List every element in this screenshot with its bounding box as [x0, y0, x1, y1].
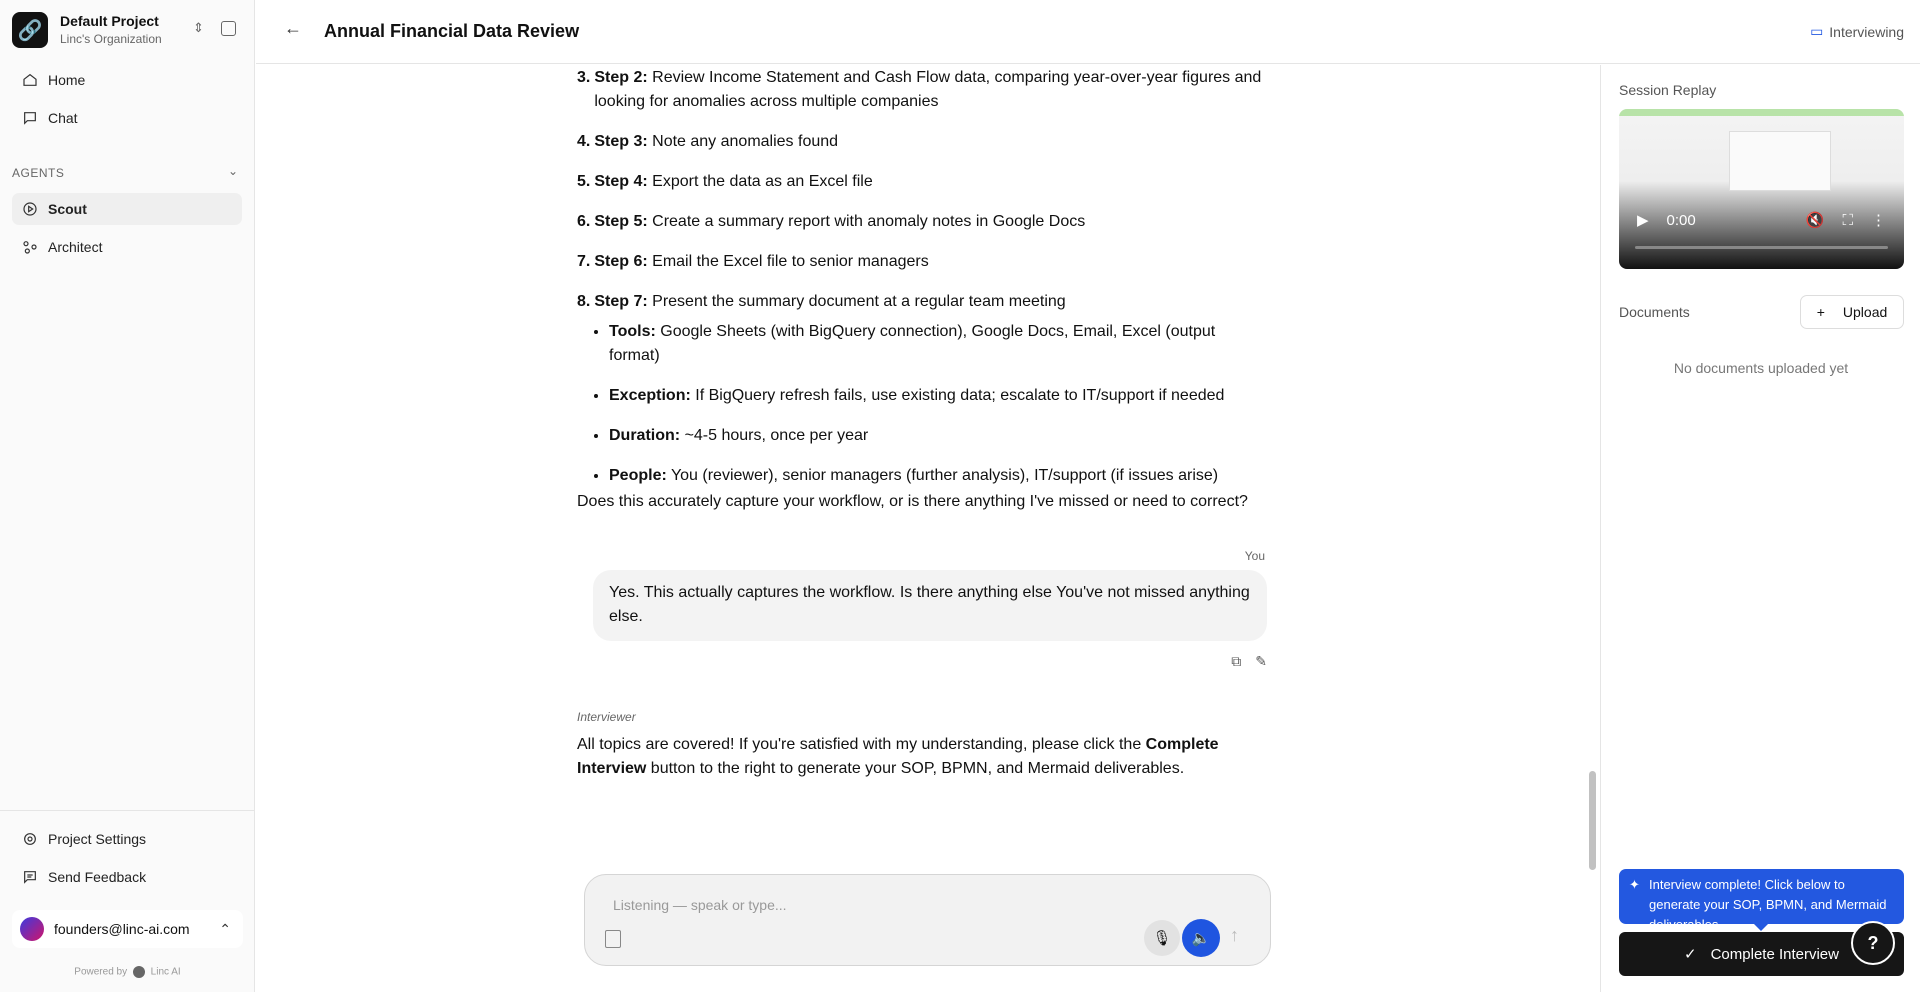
video-thumb-tabbar: [1619, 109, 1904, 116]
linc-logo-icon: [133, 966, 145, 978]
detail-item: [609, 320, 1267, 368]
chat-transcript: [577, 66, 1267, 781]
powered-by: [0, 966, 255, 978]
detail-text: If BigQuery refresh fails, use existing data; escalate to IT/support if needed: [695, 387, 1225, 404]
reply-pre: All topics are covered! If you're satisfied with my understanding, please click the: [577, 736, 1146, 753]
step-label: Step 7:: [594, 293, 648, 310]
detail-text: You (reviewer), senior managers (further analysis), IT/support (if issues arise): [670, 467, 1219, 484]
message-input-box[interactable]: [584, 874, 1271, 966]
agents-heading: AGENTS: [12, 166, 65, 180]
interviewer-message: [577, 733, 1267, 781]
step-item: [577, 210, 1267, 234]
help-question-icon: ?: [1867, 932, 1879, 953]
step-item: [577, 250, 1267, 274]
divider: [0, 810, 255, 811]
avatar: [20, 917, 44, 941]
chat-icon: [22, 110, 38, 126]
video-thumb-document: [1729, 131, 1831, 191]
workflow-icon: [22, 239, 38, 255]
powered-by-label: Powered by: [74, 966, 128, 978]
image-attach-icon[interactable]: [605, 930, 621, 948]
video-time: 0:00: [1666, 211, 1696, 229]
step-number: 6.: [577, 213, 591, 230]
sidebar-item-architect[interactable]: [12, 231, 242, 263]
feedback-label: Send Feedback: [48, 869, 147, 885]
step-item: [577, 170, 1267, 194]
you-label: You: [1244, 549, 1265, 563]
copy-icon[interactable]: ⧉: [1231, 653, 1242, 669]
detail-label: People:: [609, 467, 667, 484]
page-title: Annual Financial Data Review: [324, 21, 580, 41]
interviewer-label: Interviewer: [577, 710, 636, 724]
step-label: Step 4:: [594, 173, 648, 190]
step-text: Present the summary document at a regular team meeting: [652, 293, 1066, 310]
steps-list: [577, 66, 1267, 314]
fullscreen-icon[interactable]: ⛶: [1842, 211, 1853, 229]
sidebar: [0, 0, 255, 992]
message-input-placeholder[interactable]: Listening — speak or type...: [613, 897, 787, 913]
user-email: founders@linc-ai.com: [54, 921, 190, 937]
step-label: Step 2:: [594, 69, 648, 86]
details-list: [595, 320, 1267, 488]
home-icon: [22, 72, 38, 88]
user-message: Yes. This actually captures the workflow. Is there anything else You've not missed anything else.: [593, 570, 1267, 641]
tooltip-text: Interview complete! Click below to generate your SOP, BPMN, and Mermaid deliverables.: [1649, 877, 1887, 932]
header: [256, 0, 1920, 64]
complete-label: Complete Interview: [1710, 945, 1839, 963]
upload-button[interactable]: [1800, 295, 1904, 329]
step-number: 5.: [577, 173, 591, 190]
step-label: Step 3:: [594, 133, 648, 150]
scout-label: Scout: [48, 201, 87, 217]
play-circle-icon: [22, 201, 38, 217]
chevron-up-icon: ⌃: [219, 920, 231, 937]
brand-label: Linc AI: [150, 966, 181, 978]
step-label: Step 6:: [594, 253, 648, 270]
no-documents-text: No documents uploaded yet: [1673, 360, 1849, 376]
help-chat-button[interactable]: [1851, 921, 1895, 965]
sparkles-icon: ✦: [1629, 877, 1640, 892]
step-text: Review Income Statement and Cash Flow data, comparing year-over-year figures and looking for anomalies across multiple companies: [594, 69, 1262, 110]
detail-label: Duration:: [609, 427, 681, 444]
reply-post: button to the right to generate your SOP, BPMN, and Mermaid deliverables.: [646, 760, 1185, 777]
video-controls: [1619, 211, 1904, 229]
session-replay-heading: Session Replay: [1619, 82, 1717, 98]
step-number: 4.: [577, 133, 591, 150]
step-text: Email the Excel file to senior managers: [652, 253, 929, 270]
home-label: Home: [48, 72, 86, 88]
status-text: Interviewing: [1829, 23, 1904, 40]
check-circle-icon: ✓: [1684, 946, 1697, 963]
detail-text: Google Sheets (with BigQuery connection), Google Docs, Email, Excel (output format): [609, 323, 1216, 364]
sidebar-item-scout[interactable]: [12, 193, 242, 225]
org-name: Linc's Organization: [60, 32, 162, 46]
video-progress-bar[interactable]: [1635, 246, 1888, 249]
project-logo-icon: 🔗: [12, 12, 48, 48]
microphone-button[interactable]: [1144, 920, 1180, 956]
architect-label: Architect: [48, 239, 103, 255]
mute-icon[interactable]: 🔇: [1805, 212, 1825, 229]
scrollbar-thumb[interactable]: [1589, 771, 1596, 870]
completion-tooltip: [1619, 869, 1904, 932]
sidebar-item-send-feedback[interactable]: [12, 861, 242, 893]
sidebar-item-home[interactable]: [12, 64, 242, 96]
gear-icon: [22, 831, 38, 847]
detail-label: Exception:: [609, 387, 691, 404]
detail-item: [609, 424, 1267, 448]
project-switcher-icon[interactable]: ⇕: [193, 20, 204, 35]
plus-icon: +: [1816, 304, 1825, 320]
detail-label: Tools:: [609, 323, 656, 340]
chevron-down-icon[interactable]: ⌄: [228, 164, 239, 178]
step-item: [577, 130, 1267, 154]
microphone-icon: 🎙: [1152, 930, 1172, 947]
more-vertical-icon[interactable]: ⋮: [1871, 212, 1886, 229]
collapse-sidebar-icon[interactable]: [221, 21, 236, 36]
step-text: Export the data as an Excel file: [652, 173, 873, 190]
edit-pencil-icon[interactable]: ✎: [1255, 653, 1267, 669]
step-text: Note any anomalies found: [652, 133, 839, 150]
session-replay-video[interactable]: [1619, 109, 1904, 269]
sidebar-item-chat[interactable]: [12, 102, 242, 134]
play-icon[interactable]: ▶: [1637, 212, 1649, 229]
send-arrow-icon[interactable]: ↑: [1230, 925, 1239, 945]
speaker-icon: 🔈: [1191, 930, 1211, 947]
confirm-question: Does this accurately capture your workflow, or is there anything I've missed or need to correct?: [577, 493, 1248, 510]
message-icon: ▭: [1810, 23, 1824, 39]
reply-bold: Complete Interview: [577, 736, 1219, 777]
speaker-button[interactable]: [1182, 919, 1220, 957]
step-number: 7.: [577, 253, 591, 270]
step-text: Create a summary report with anomaly notes in Google Docs: [652, 213, 1086, 230]
back-arrow-icon[interactable]: ←: [284, 18, 302, 38]
status-badge: [1810, 23, 1904, 40]
user-menu[interactable]: [12, 910, 243, 948]
detail-item: [609, 384, 1267, 408]
upload-label: Upload: [1842, 304, 1888, 320]
detail-text: ~4-5 hours, once per year: [684, 427, 869, 444]
feedback-icon: [22, 869, 38, 885]
sidebar-item-project-settings[interactable]: [12, 823, 242, 855]
chat-label: Chat: [48, 110, 78, 126]
step-number: 8.: [577, 293, 591, 310]
right-panel: [1600, 65, 1920, 992]
step-label: Step 5:: [594, 213, 648, 230]
settings-label: Project Settings: [48, 831, 147, 847]
detail-item: [609, 464, 1267, 488]
step-item: [577, 66, 1267, 114]
step-item: [577, 290, 1267, 314]
documents-heading: Documents: [1619, 304, 1690, 320]
step-number: 3.: [577, 69, 591, 86]
project-name[interactable]: Default Project: [60, 13, 159, 29]
